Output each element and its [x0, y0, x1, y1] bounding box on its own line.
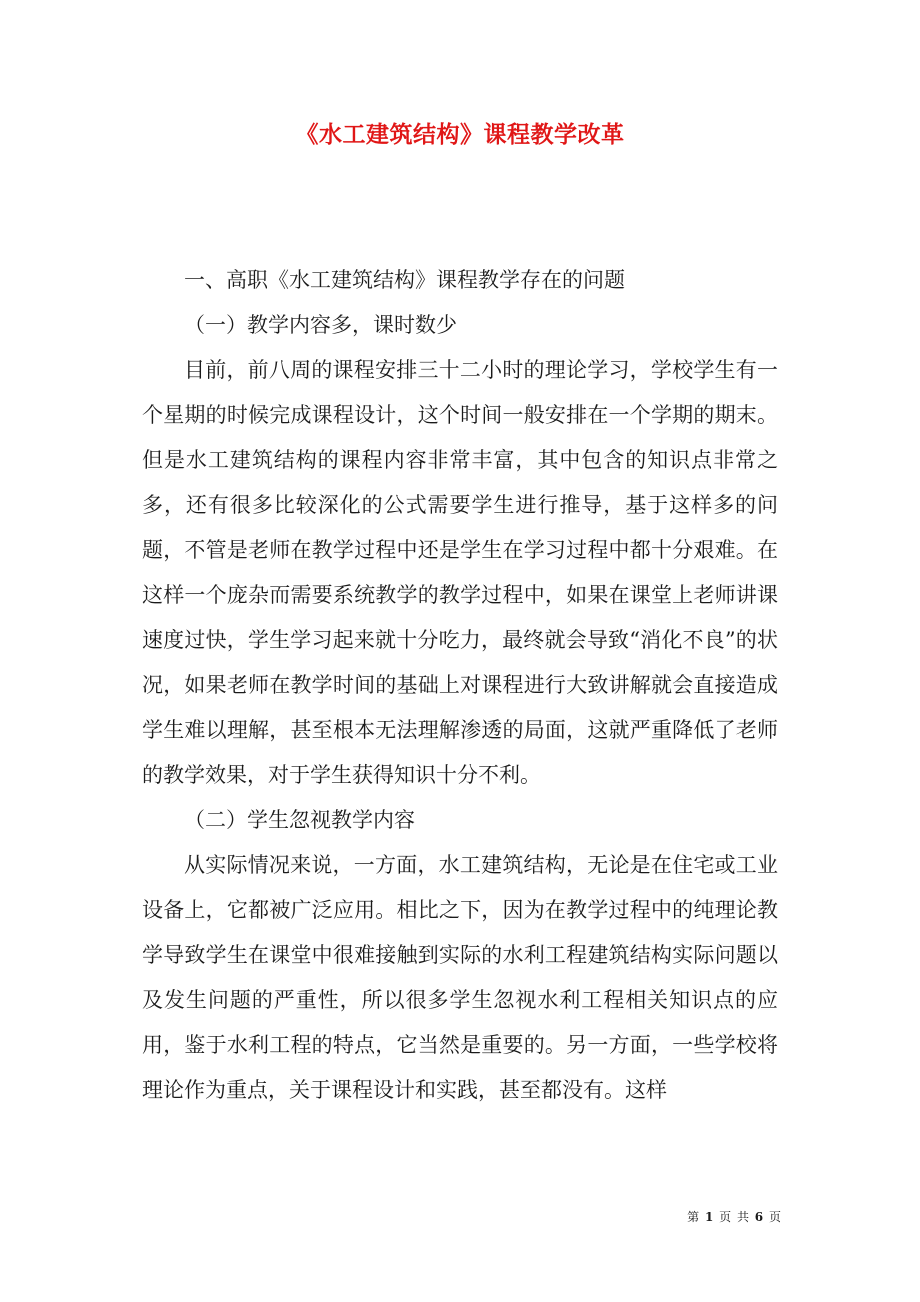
footer-middle: 页 共: [719, 1210, 750, 1224]
current-page-number: 1: [704, 1210, 715, 1224]
total-pages-number: 6: [754, 1210, 765, 1224]
section-heading: 一、高职《水工建筑结构》课程教学存在的问题: [184, 268, 625, 292]
document-body: [142, 258, 778, 1113]
subsection-heading: （二）学生忽视教学内容: [184, 808, 415, 832]
footer-suffix: 页: [768, 1210, 782, 1224]
document-title: 《水工建筑结构》课程教学改革: [295, 121, 625, 148]
body-paragraph: 从实际情况来说，一方面，水工建筑结构，无论是在住宅或工业设备上，它都被广泛应用。相比之下，因为在教学过程中的纯理论教学导致学生在课堂中很难接触到实际的水利工程建筑结构实际问题以及发生问题的严重性，所以很多学生忽视水利工程相关知识点的应用，鉴于水利工程的特点，它当然是重要的。另一方面，一些学校将理论作为重点，关于课程设计和实践，甚至都没有。这样: [142, 853, 778, 1102]
page-number-footer: [0, 1208, 782, 1225]
body-paragraph: 目前，前八周的课程安排三十二小时的理论学习，学校学生有一个星期的时候完成课程设计，这个时间一般安排在一个学期的期末。但是水工建筑结构的课程内容非常丰富，其中包含的知识点非常之多，还有很多比较深化的公式需要学生进行推导，基于这样多的问题，不管是老师在教学过程中还是学生在学习过程中都十分艰难。在这样一个庞杂而需要系统教学的教学过程中，如果在课堂上老师讲课速度过快，学生学习起来就十分吃力，最终就会导致“消化不良”的状况，如果老师在教学时间的基础上对课程进行大致讲解就会直接造成学生难以理解，甚至根本无法理解渗透的局面，这就严重降低了老师的教学效果，对于学生获得知识十分不利。: [142, 358, 778, 787]
subsection-heading: （一）教学内容多，课时数少: [184, 313, 457, 337]
footer-prefix: 第: [687, 1210, 701, 1224]
